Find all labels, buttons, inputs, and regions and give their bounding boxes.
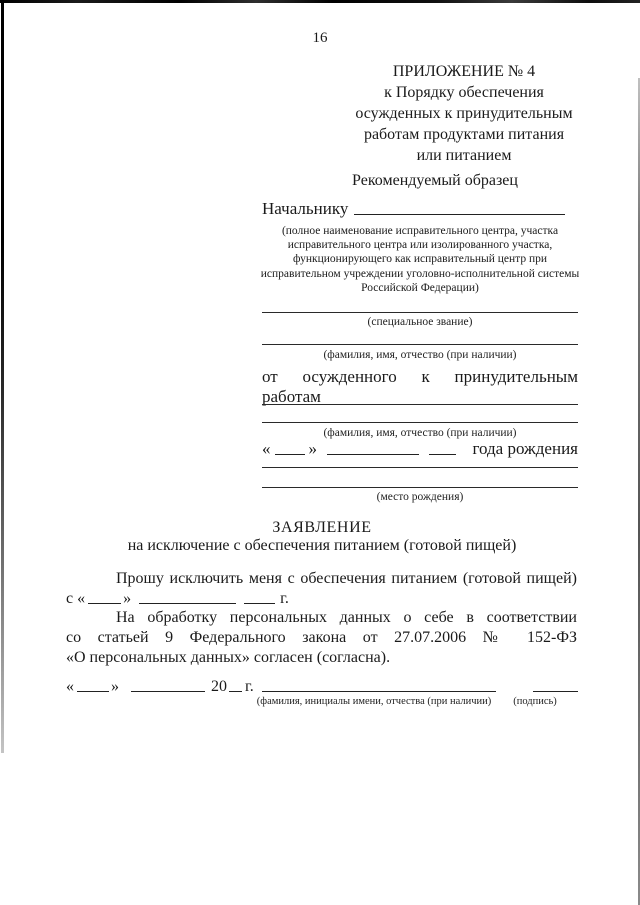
birthplace-field-line-2	[262, 487, 578, 488]
convict-fio-caption: (фамилия, имя, отчество (при наличии)	[323, 427, 517, 439]
fio-field-line	[262, 344, 578, 345]
appendix-title: ПРИЛОЖЕНИЕ № 4	[392, 63, 536, 80]
appendix-line: к Порядку обеспечения	[384, 84, 544, 101]
request-date-row	[66, 589, 289, 608]
century-prefix: 20	[211, 678, 227, 695]
recommended-sample-label: Рекомендуемый образец	[352, 172, 518, 189]
consent-line: со статьей 9 Федерального закона от 27.07.2006 № 152-ФЗ	[66, 629, 577, 646]
sig-fio-caption: (фамилия, инициалы имени, отчества (при наличии)	[256, 696, 492, 707]
birth-date-row	[262, 439, 578, 459]
open-quote: «	[77, 590, 86, 607]
application-subtitle: на исключение с обеспечения питанием (готовой пищей)	[127, 537, 517, 554]
rank-caption: (специальное звание)	[367, 316, 473, 328]
hint-line: исправительном учреждении уголовно-исполнительной системы	[260, 267, 580, 280]
sig-sign-caption: (подпись)	[513, 696, 557, 707]
year-abbr: г.	[245, 678, 254, 695]
year-blank	[244, 603, 275, 604]
sig-day-blank	[77, 691, 109, 692]
sig-sign-blank	[533, 691, 578, 692]
consent-line: На обработку персональных данных о себе в соответствии	[116, 609, 577, 626]
sig-fio-blank	[262, 691, 496, 692]
application-title: ЗАЯВЛЕНИЕ	[272, 519, 372, 536]
birth-month-blank	[327, 454, 419, 455]
hint-line: функционирующего как исправительный центр при	[292, 253, 548, 266]
hint-line: исправительного центра или изолированного участка,	[287, 239, 553, 252]
birthplace-field-line	[262, 467, 578, 468]
consent-line: «О персональных данных» согласен (согласна).	[66, 649, 391, 666]
request-line: Прошу исключить меня с обеспечения питанием (готовой пищей)	[116, 570, 577, 587]
page-number: 16	[312, 30, 328, 46]
appendix-line: осужденных к принудительным	[355, 105, 573, 122]
date-prefix: с	[66, 590, 74, 607]
month-blank	[139, 603, 236, 604]
open-quote: «	[262, 439, 271, 458]
hint-line: (полное наименование исправительного центра, участка	[281, 225, 559, 237]
birth-year-blank	[429, 454, 456, 455]
close-quote: »	[123, 590, 132, 607]
day-blank	[88, 603, 121, 604]
convict-fio-field-line	[262, 404, 578, 405]
rank-field-line	[262, 312, 578, 313]
sig-year-blank	[229, 691, 242, 692]
sig-month-blank	[131, 691, 205, 692]
birth-year-label: года рождения	[472, 439, 578, 458]
scan-edge-top	[0, 0, 640, 3]
addressee-row	[262, 199, 565, 219]
close-quote: »	[308, 439, 317, 458]
appendix-line: работам продуктами питания	[363, 126, 565, 143]
addressee-hint	[250, 224, 590, 295]
birth-day-blank	[275, 454, 305, 455]
fio-caption: (фамилия, имя, отчество (при наличии)	[323, 349, 517, 361]
birthplace-caption: (место рождения)	[376, 491, 464, 503]
close-quote: »	[111, 678, 119, 695]
scan-edge-left	[1, 0, 4, 753]
convict-fio-field-line-2	[262, 422, 578, 423]
hint-line: Российской Федерации)	[361, 281, 479, 294]
appendix-line: или питанием	[416, 147, 512, 164]
to-label: Начальнику	[262, 199, 349, 218]
addressee-name-blank	[354, 214, 565, 215]
year-abbr: г.	[280, 590, 289, 607]
open-quote: «	[66, 678, 74, 695]
appendix-header	[340, 61, 588, 166]
from-convict-line: от осужденного к принудительным работам	[262, 367, 578, 406]
signature-row	[66, 677, 578, 696]
